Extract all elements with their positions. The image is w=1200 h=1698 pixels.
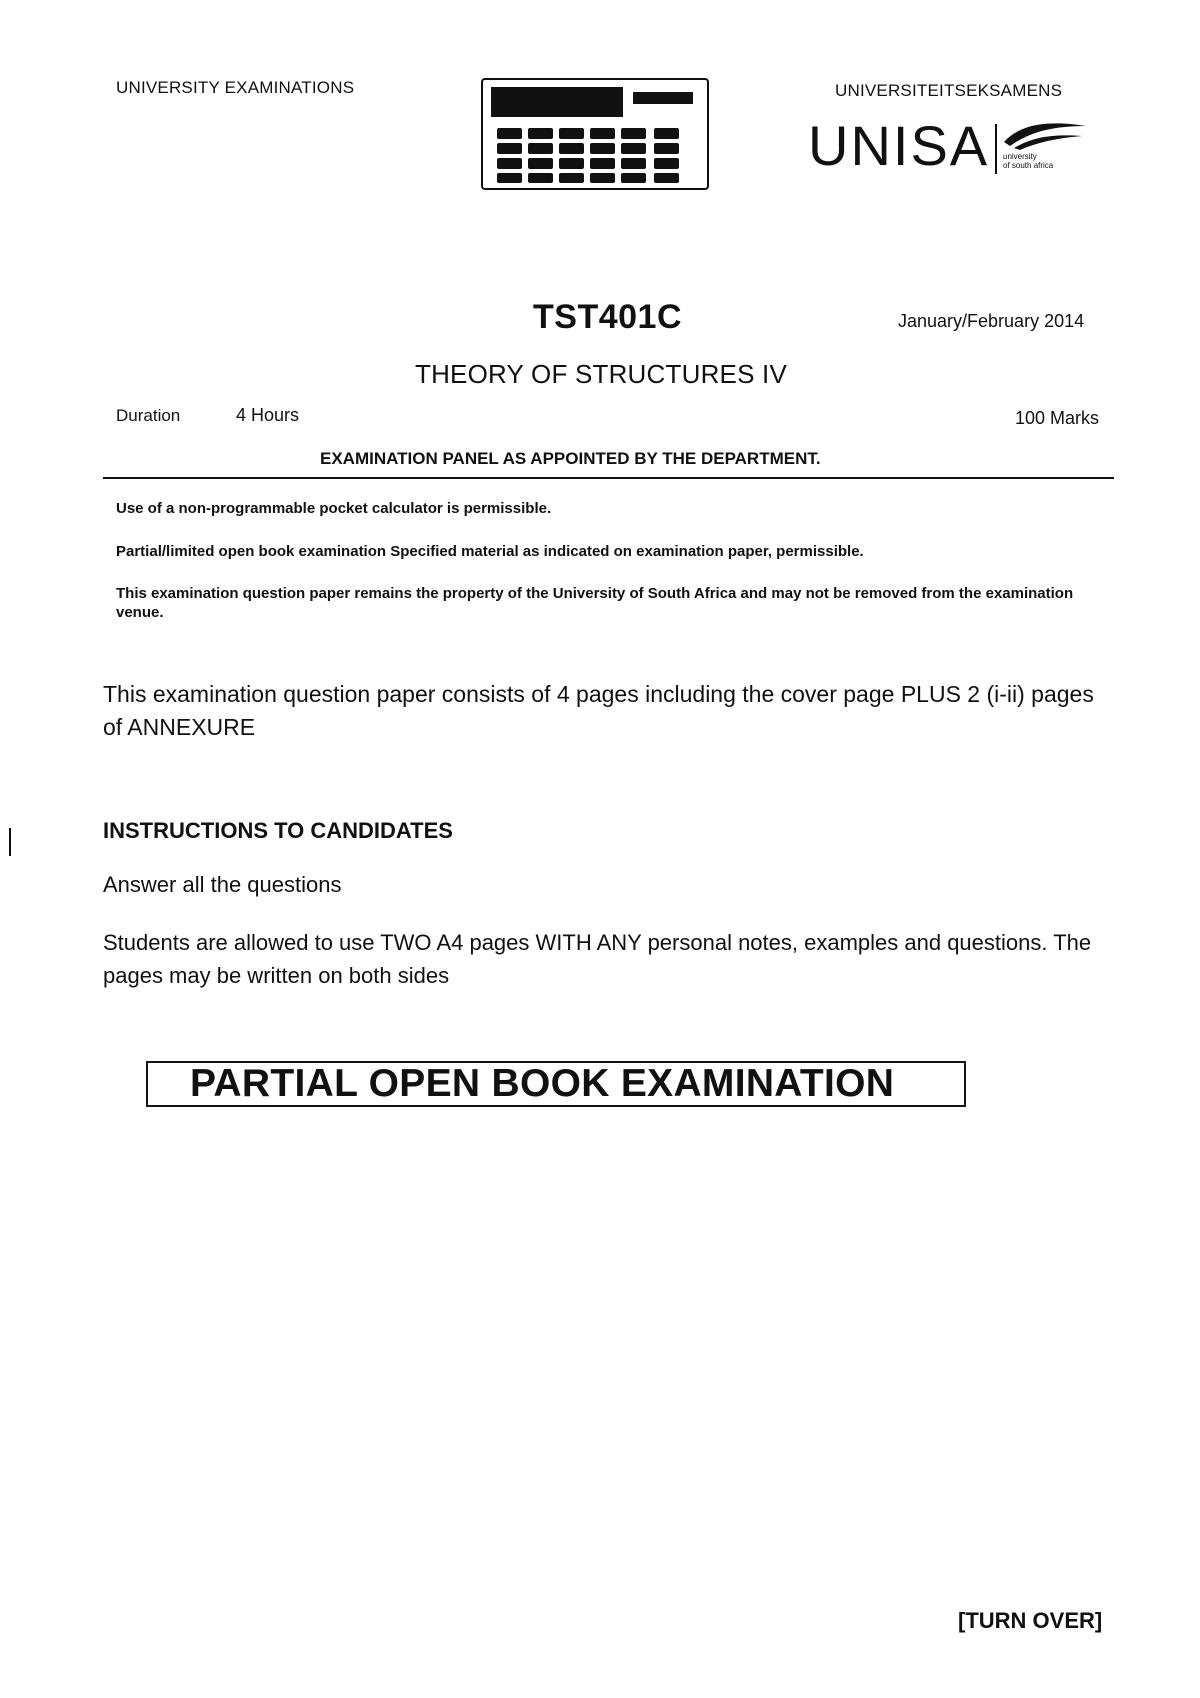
calculator-icon (481, 78, 709, 190)
header-divider (103, 477, 1114, 479)
course-code: TST401C (533, 298, 682, 336)
note-property: This examination question paper remains the property of the University of South Africa and may not be removed from the examination venue. (116, 585, 1074, 621)
turn-over-label: [TURN OVER] (958, 1608, 1103, 1633)
exam-date: January/February 2014 (898, 311, 1085, 331)
logo-subtext-line1: university (1003, 152, 1037, 161)
unisa-logo-icon (1000, 118, 1090, 152)
margin-mark (9, 828, 11, 856)
unisa-wordmark: UNISA (808, 114, 990, 177)
logo-subtext (1003, 152, 1053, 170)
duration-value: 4 Hours (236, 405, 300, 425)
duration-label: Duration (116, 406, 181, 425)
logo-divider (995, 124, 997, 174)
banner-text: PARTIAL OPEN BOOK EXAMINATION (190, 1062, 895, 1105)
total-marks: 100 Marks (1015, 408, 1100, 428)
course-title: THEORY OF STRUCTURES IV (415, 359, 788, 389)
instruction-notes-allowed: Students are allowed to use TWO A4 pages WITH ANY personal notes, examples and questions. The pages may be written on both sides (103, 930, 1092, 988)
instructions-heading: INSTRUCTIONS TO CANDIDATES (103, 818, 453, 843)
instruction-answer-all: Answer all the questions (103, 872, 342, 897)
header-left-label: UNIVERSITY EXAMINATIONS (116, 78, 355, 97)
examination-panel: EXAMINATION PANEL AS APPOINTED BY THE DEPARTMENT. (320, 449, 821, 468)
header-right-label: UNIVERSITEITSEKSAMENS (835, 81, 1063, 100)
logo-subtext-line2: of south africa (1003, 161, 1054, 170)
paper-consists-text: This examination question paper consists of 4 pages including the cover page PLUS 2 (i-ii) pages of ANNEXURE (103, 681, 1094, 740)
note-calculator: Use of a non-programmable pocket calculator is permissible. (116, 500, 552, 517)
note-open-book: Partial/limited open book examination Specified material as indicated on examination paper, permissible. (116, 543, 864, 560)
